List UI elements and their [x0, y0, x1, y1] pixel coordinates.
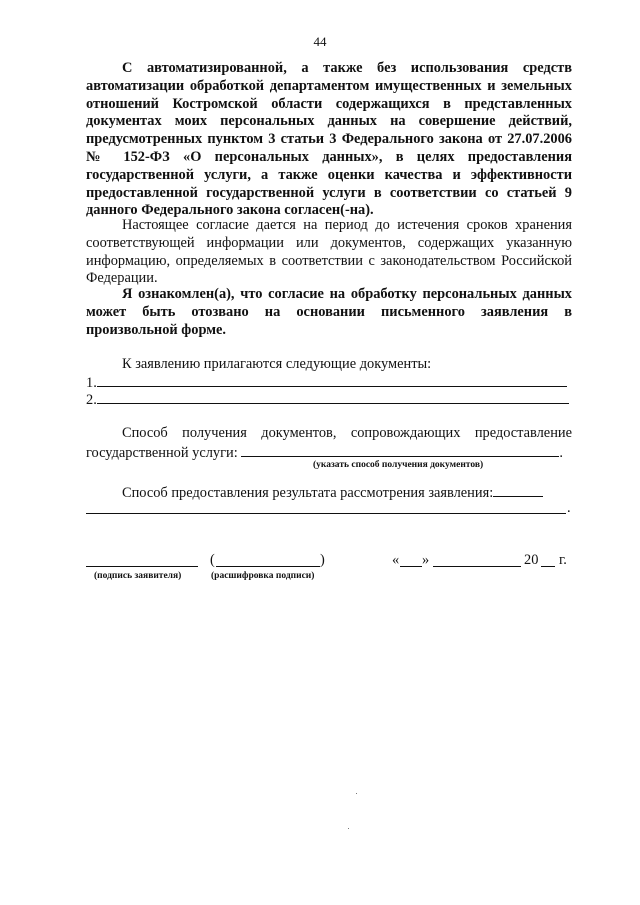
page-number: 44 [313, 34, 327, 49]
date-month-field[interactable] [433, 566, 521, 567]
consent-paragraph-processing: С автоматизированной, а также без использования средств автоматизации обработкой департаментом имущественных и земельных отношений Костромской области содержащихся в представленных документах моих персональных данных на совершение действий, предусмотренных пунктом 3 статьи 3 Федерального закона от 27.07.2006 № 152-ФЗ «О персональных данных», в целях предоставления государственной услуги, а также оценки качества и эффективности предоставленной государственной услуги в соответствии со статьей 9 данного Федерального закона согласен(-на). [86, 60, 572, 219]
signature-decode-paren-close: ) [320, 552, 325, 568]
receipt-method-text: Способ получения документов, сопровождающих предоставление государственной услуги: [86, 425, 572, 461]
attachments-heading: К заявлению прилагаются следующие документы: [122, 356, 432, 372]
signature-decode-caption: (расшифровка подписи) [211, 571, 315, 581]
signature-caption: (подпись заявителя) [94, 571, 182, 581]
date-quote-open: « [392, 552, 400, 568]
attachment-line-2[interactable] [86, 390, 569, 409]
date-day-field[interactable] [400, 566, 422, 567]
receipt-method-end: . [559, 444, 563, 461]
result-method-end: . [567, 500, 571, 516]
result-method-text: Способ предоставления результата рассмотрения заявления: [122, 485, 494, 501]
date-quote-close: » [422, 552, 430, 568]
receipt-method-hint: (указать способ получения документов) [313, 460, 484, 470]
scan-speck [356, 793, 357, 794]
attachment-number-1: 1. [86, 375, 97, 391]
result-method-field[interactable] [86, 513, 566, 514]
date-year-prefix: 20 [524, 552, 539, 568]
attachment-field-1[interactable] [97, 373, 567, 387]
date-year-suffix: г. [559, 552, 567, 568]
consent-paragraph-revocation: Я ознакомлен(а), что согласие на обработку персональных данных может быть отозвано на основании письменного заявления в произвольной форме. [86, 286, 572, 338]
scan-speck [348, 828, 349, 829]
signature-field[interactable] [86, 566, 198, 567]
result-method-line [122, 483, 543, 502]
result-method-field-inline[interactable] [493, 483, 543, 497]
attachment-field-2[interactable] [97, 390, 569, 404]
signature-decode-paren-open: ( [210, 552, 215, 568]
date-year-field[interactable] [541, 566, 555, 567]
attachment-number-2: 2. [86, 392, 97, 408]
signature-decode-field[interactable] [216, 566, 320, 567]
receipt-method-paragraph [86, 425, 572, 463]
receipt-method-field[interactable] [241, 443, 559, 457]
consent-paragraph-period: Настоящее согласие дается на период до истечения сроков хранения соответствующей информации или документов, содержащих указанную информацию, определяемых в соответствии с законодательством Российской Федерации. [86, 217, 572, 287]
